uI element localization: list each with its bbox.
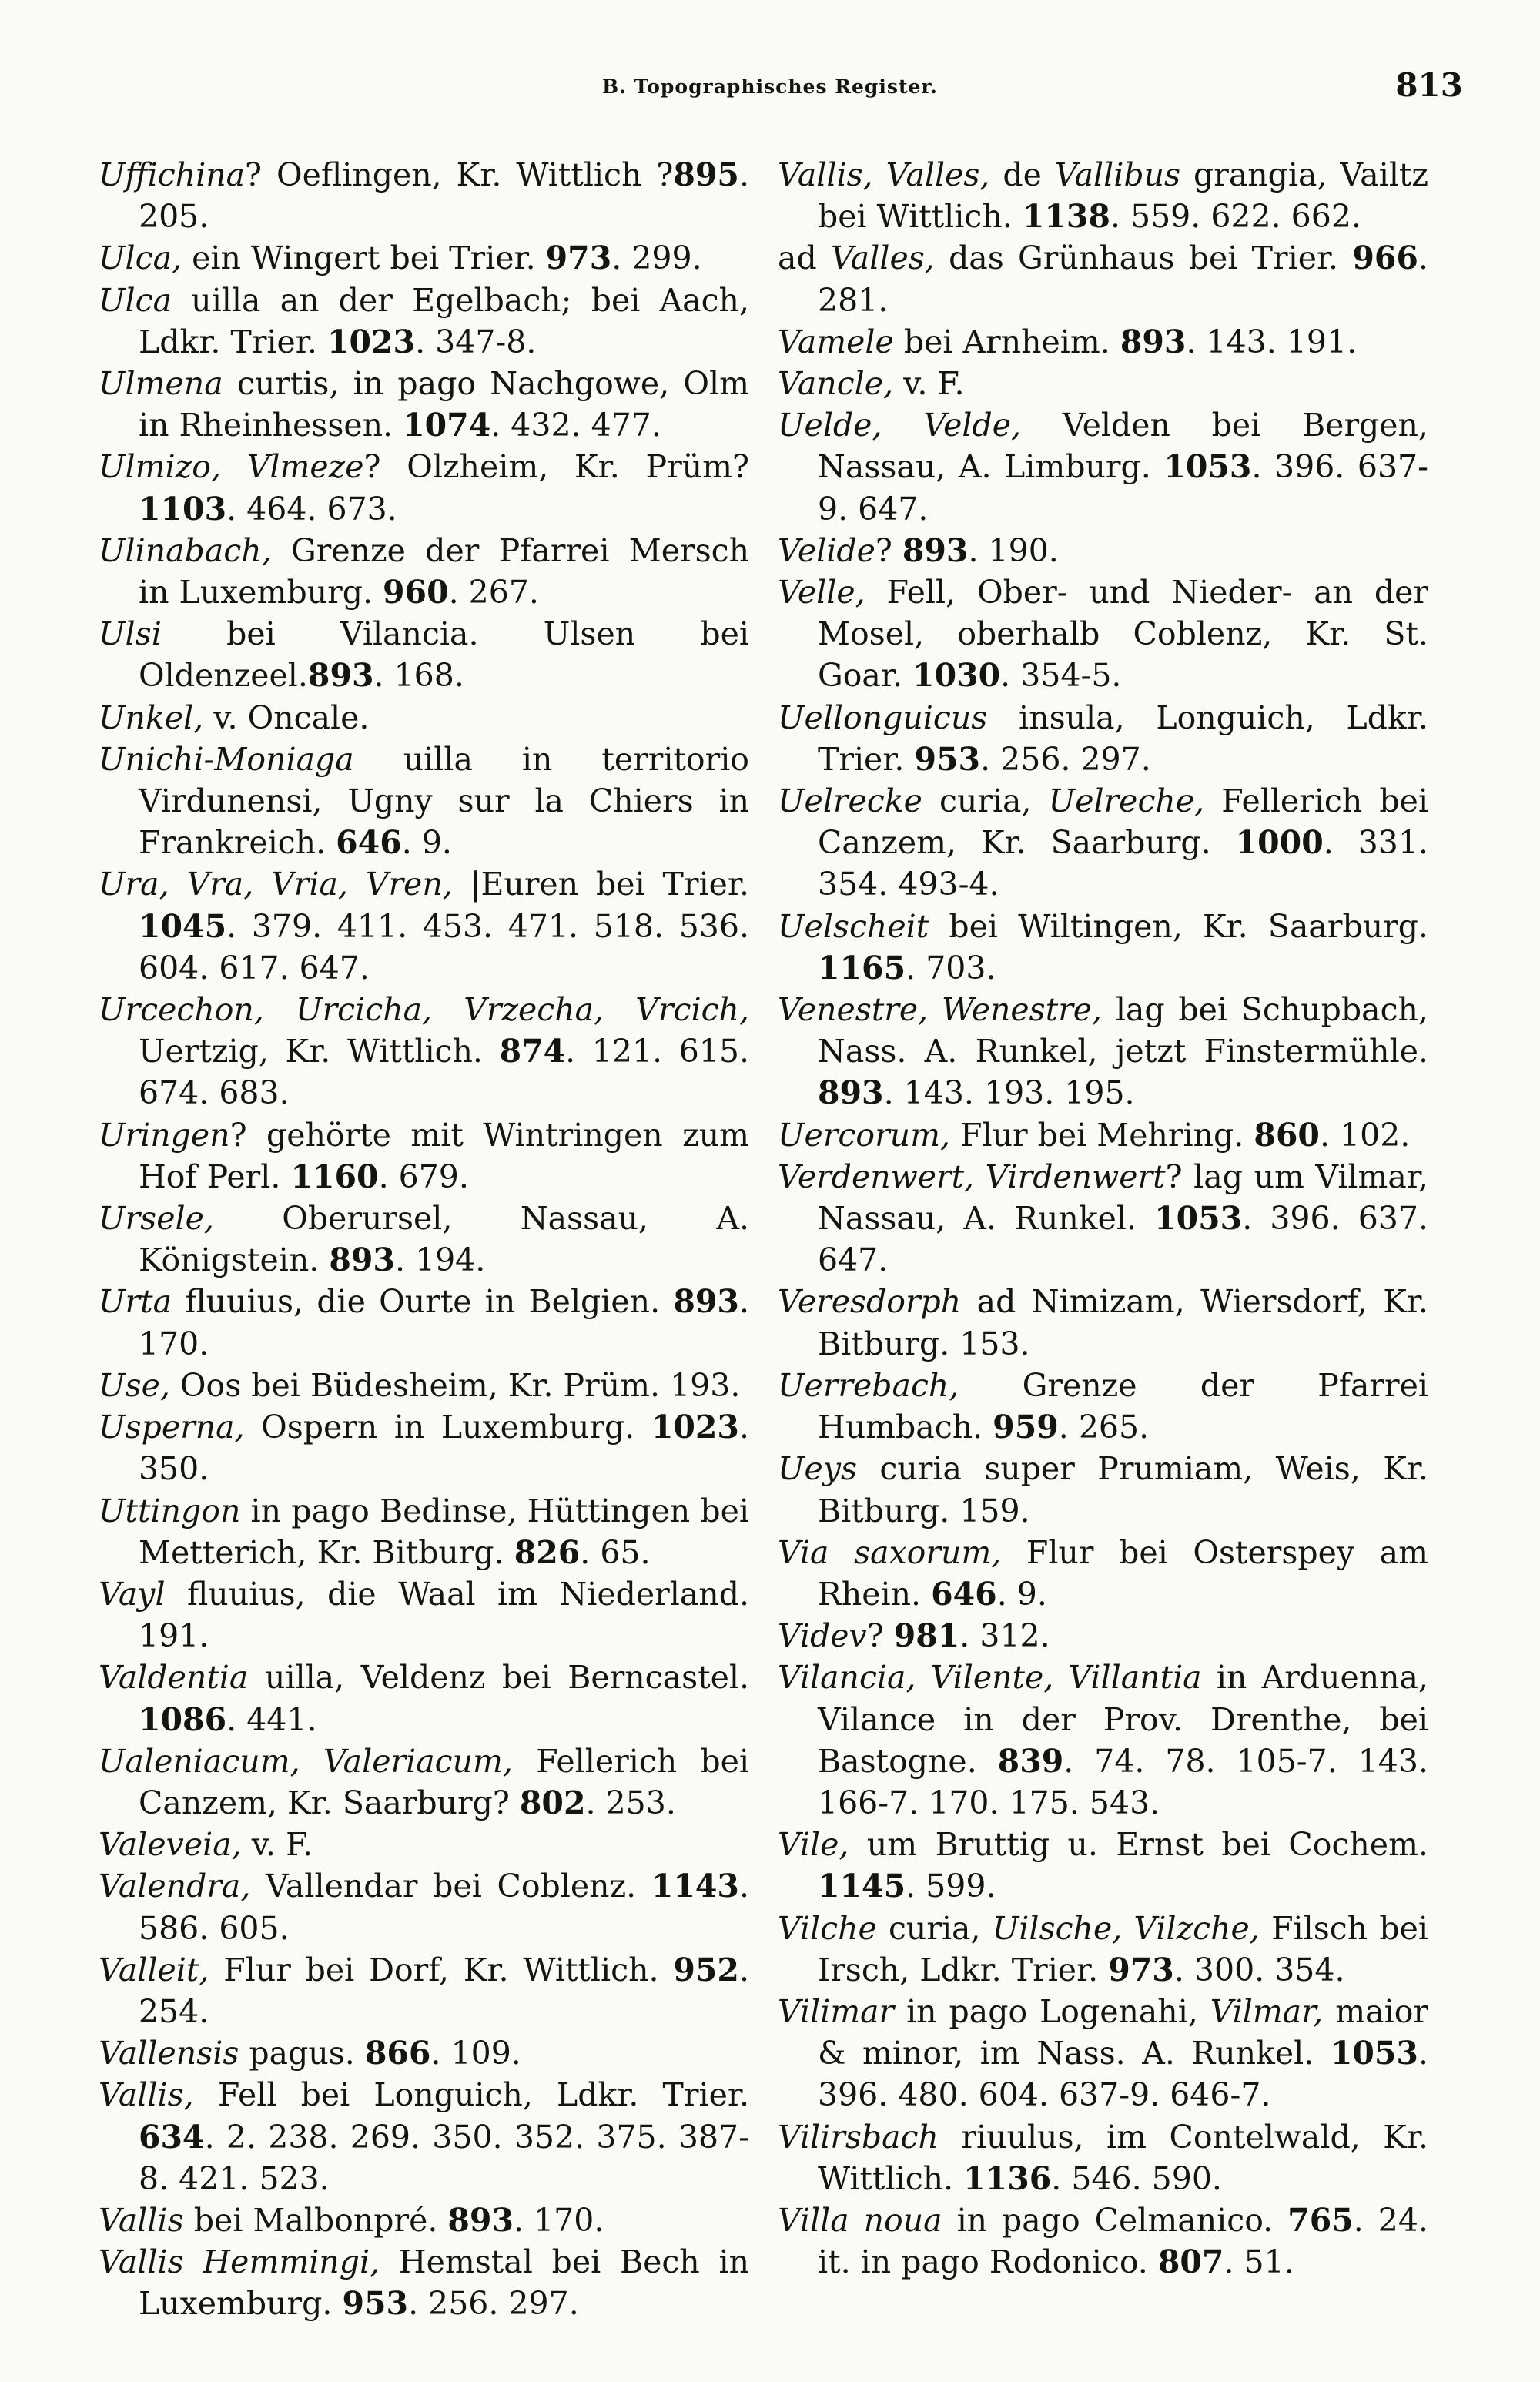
entry-document-number: 959 bbox=[993, 1409, 1059, 1446]
entry-headword: Verdenwert, Virdenwert bbox=[778, 1157, 1166, 1195]
register-entry bbox=[778, 1908, 1428, 1991]
entry-headword: Vile, bbox=[778, 1826, 849, 1864]
register-entry bbox=[99, 1865, 749, 1948]
entry-text: Ospern in Luxemburg. bbox=[244, 1409, 651, 1446]
entry-text: uilla in territorio Virdunensi, Ugny sur la Chiers in Frankreich. bbox=[139, 740, 749, 862]
entry-document-number: 1074 bbox=[403, 407, 491, 444]
entry-page-refs: . 121. 615. 674. 683. bbox=[139, 1033, 749, 1112]
entry-page-refs: . 256. 297. bbox=[408, 2285, 579, 2323]
entry-document-number: 1160 bbox=[290, 1157, 379, 1195]
entry-headword-variant: Uilsche, Vilzche, bbox=[992, 1909, 1260, 1947]
entry-page-refs: . 464. 673. bbox=[226, 490, 397, 528]
register-entry bbox=[778, 363, 1428, 404]
entry-document-number: 973 bbox=[1108, 1951, 1174, 1988]
entry-headword: Uellonguicus bbox=[778, 699, 988, 736]
entry-document-number: 1053 bbox=[1163, 448, 1252, 486]
entry-page-refs: . 256. 297. bbox=[980, 740, 1151, 778]
entry-text: v. F. bbox=[893, 365, 965, 403]
entry-document-number: 1143 bbox=[651, 1868, 739, 1905]
entry-page-refs: . 281. bbox=[818, 240, 1428, 319]
entry-page-refs: . 441. bbox=[226, 1700, 317, 1738]
entry-page-refs: . 679. bbox=[378, 1157, 469, 1195]
register-entry bbox=[99, 2199, 749, 2241]
entry-document-number: 802 bbox=[519, 1784, 586, 1821]
entry-text: Fellerich bei Canzem, Kr. Saarburg? bbox=[139, 1742, 749, 1821]
entry-text: curia, bbox=[922, 782, 1049, 820]
register-entry bbox=[99, 237, 749, 279]
entry-text: Hemstal bei Bech in Luxemburg. bbox=[139, 2243, 749, 2323]
entry-page-refs: . 51. bbox=[1224, 2243, 1294, 2281]
entry-headword: Vilche bbox=[778, 1909, 877, 1947]
entry-page-refs: . 168. bbox=[373, 657, 464, 695]
entry-document-number: 895 bbox=[673, 156, 739, 193]
entry-text: ? gehörte mit Wintringen zum Hof Perl. bbox=[139, 1116, 749, 1195]
entry-page-refs: . 586. 605. bbox=[139, 1868, 749, 1947]
entry-document-number: 960 bbox=[383, 574, 449, 611]
register-entry bbox=[778, 1114, 1428, 1156]
entry-page-refs: . 170. bbox=[139, 1283, 749, 1362]
entry-text: Fell, Ober- und Nieder- an der Mosel, oberhalb Coblenz, Kr. St. Goar. bbox=[818, 574, 1428, 695]
entry-page-refs: . 599. bbox=[906, 1868, 996, 1905]
entry-text: das Grünhaus bei Trier. bbox=[934, 240, 1353, 277]
entry-headword: Ualeniacum, Valeriacum, bbox=[99, 1742, 513, 1780]
entry-headword: Uttingon bbox=[99, 1492, 241, 1529]
entry-document-number: 893 bbox=[818, 1074, 884, 1112]
register-entry bbox=[99, 1281, 749, 1364]
entry-text: curia super Prumiam, Weis, Kr. Bitburg. 159. bbox=[818, 1450, 1428, 1529]
register-entry bbox=[778, 1448, 1428, 1531]
entry-text: ad bbox=[778, 240, 831, 277]
entry-page-refs: . 331. 354. 493-4. bbox=[818, 824, 1428, 903]
register-entry bbox=[778, 1615, 1428, 1657]
entry-document-number: 634 bbox=[139, 2118, 205, 2156]
entry-text: Fellerich bei Canzem, Kr. Saarburg. bbox=[818, 782, 1428, 862]
entry-headword: Valdentia bbox=[99, 1659, 249, 1697]
entry-page-refs: . 396. 637-9. 647. bbox=[818, 448, 1428, 528]
entry-document-number: 1000 bbox=[1235, 824, 1324, 862]
entry-document-number: 1023 bbox=[326, 323, 416, 360]
entry-text: Velden bei Bergen, Nassau, A. Limburg. bbox=[818, 407, 1428, 486]
entry-headword: Ursele, bbox=[99, 1200, 214, 1238]
entry-text: grangia, Vailtz bei Wittlich. bbox=[818, 156, 1429, 236]
register-entry bbox=[778, 1365, 1428, 1448]
entry-document-number: 1138 bbox=[1022, 198, 1110, 236]
entry-page-refs: . 312. bbox=[959, 1617, 1050, 1655]
entry-page-refs: . 143. 191. bbox=[1186, 323, 1358, 360]
running-title: B. Topographisches Register. bbox=[601, 75, 939, 98]
entry-text: Uertzig, Kr. Wittlich. bbox=[139, 1033, 500, 1070]
entry-text: in pago Bedinse, Hüttingen bei Metterich, Kr. Bitburg. bbox=[139, 1492, 749, 1571]
entry-headword-variant: Uelreche, bbox=[1048, 782, 1205, 820]
entry-document-number: 874 bbox=[499, 1033, 566, 1070]
register-entry bbox=[778, 571, 1428, 697]
entry-headword: Vallis, Valles, bbox=[778, 156, 990, 193]
entry-headword: Vilancia, Vilente, Villantia bbox=[778, 1659, 1202, 1697]
entry-headword: Via saxorum, bbox=[778, 1533, 1002, 1571]
entry-document-number: 893 bbox=[329, 1241, 395, 1279]
entry-headword: Vayl bbox=[99, 1575, 166, 1613]
entry-document-number: 1145 bbox=[818, 1868, 906, 1905]
entry-text: ? bbox=[875, 531, 902, 569]
entry-text: Grenze der Pfarrei Mersch in Luxemburg. bbox=[139, 531, 749, 611]
entry-document-number: 893 bbox=[447, 2201, 514, 2239]
entry-headword: Vallis, bbox=[99, 2076, 194, 2114]
entry-text: bei Vilancia. Ulsen bei Oldenzeel. bbox=[139, 615, 749, 695]
register-entry bbox=[99, 2241, 749, 2324]
entry-page-refs: . 347-8. bbox=[415, 323, 537, 360]
entry-text: fluuius, die Waal im Niederland. 191. bbox=[139, 1575, 749, 1655]
entry-document-number: 826 bbox=[514, 1533, 581, 1571]
entry-page-refs: . 396. 637. 647. bbox=[818, 1200, 1428, 1279]
entry-document-number: 953 bbox=[914, 740, 981, 778]
entry-headword: Velle, bbox=[778, 574, 865, 611]
entry-text: riuulus, im Contelwald, Kr. Wittlich. bbox=[818, 2118, 1428, 2197]
entry-page-refs: . 9. bbox=[996, 1575, 1047, 1613]
entry-text: in pago Celmanico. bbox=[942, 2201, 1288, 2239]
entry-document-number: 1053 bbox=[1330, 2035, 1418, 2072]
register-entry bbox=[778, 321, 1428, 363]
entry-headword: Urta bbox=[99, 1283, 172, 1321]
entry-document-number: 1165 bbox=[818, 949, 906, 987]
entry-document-number: 952 bbox=[673, 1951, 739, 1988]
entry-headword: Vancle, bbox=[778, 365, 894, 403]
entry-text: um Bruttig u. Ernst bei Cochem. bbox=[849, 1826, 1428, 1864]
entry-document-number: 1086 bbox=[139, 1700, 227, 1738]
register-entry bbox=[99, 613, 749, 696]
entry-headword-variant: Vallibus bbox=[1054, 156, 1181, 193]
entry-page-refs: . 194. bbox=[394, 1241, 486, 1279]
entry-text: insula, Longuich, Ldkr. Trier. bbox=[818, 699, 1428, 778]
register-entry bbox=[99, 1824, 749, 1865]
entry-text: de bbox=[989, 156, 1055, 193]
entry-document-number: 1053 bbox=[1154, 1200, 1243, 1238]
entry-text: Oos bei Büdesheim, Kr. Prüm. 193. bbox=[169, 1366, 741, 1404]
entry-text: in pago Logenahi, bbox=[894, 1992, 1210, 2030]
register-entry bbox=[778, 780, 1428, 906]
entry-headword: Vamele bbox=[778, 323, 894, 360]
entry-text: uilla, Veldenz bei Berncastel. bbox=[248, 1659, 749, 1697]
entry-headword: Valleit, bbox=[99, 1951, 209, 1988]
entry-headword: Videv bbox=[778, 1617, 867, 1655]
entry-document-number: 981 bbox=[893, 1617, 960, 1655]
entry-headword: Ura, Vra, Vria, Vren, bbox=[99, 866, 453, 903]
entry-text: ad Nimizam, Wiersdorf, Kr. Bitburg. 153. bbox=[818, 1283, 1428, 1362]
register-entry bbox=[778, 2116, 1428, 2199]
entry-headword: Valendra, bbox=[99, 1868, 251, 1905]
entry-headword: Unkel, bbox=[99, 699, 204, 736]
entry-headword: Urcechon, Urcicha, Vrzecha, Vrcich, bbox=[99, 991, 749, 1029]
register-entry bbox=[99, 1740, 749, 1824]
entry-headword: Velide bbox=[778, 531, 875, 569]
entry-page-refs: . 190. bbox=[968, 531, 1059, 569]
entry-headword: Ulmizo, Vlmeze bbox=[99, 448, 364, 486]
entry-text: ? Olzheim, Kr. Prüm? bbox=[363, 448, 749, 486]
entry-text: |Euren bei Trier. bbox=[452, 866, 749, 903]
register-entry bbox=[778, 1991, 1428, 2116]
entry-page-refs: . 703. bbox=[906, 949, 996, 987]
entry-headword: Vilirsbach bbox=[778, 2118, 939, 2156]
entry-document-number: 1136 bbox=[963, 2159, 1052, 2197]
entry-text: Flur bei Osterspey am Rhein. bbox=[818, 1533, 1428, 1613]
register-entry bbox=[778, 154, 1428, 237]
register-entry bbox=[778, 2199, 1428, 2283]
entry-headword: Uercorum, bbox=[778, 1116, 950, 1154]
entry-page-refs: . 170. bbox=[514, 2201, 604, 2239]
register-entry bbox=[99, 530, 749, 613]
register-entry bbox=[778, 1532, 1428, 1615]
entry-page-refs: . 299. bbox=[611, 240, 702, 277]
entry-page-refs: . 102. bbox=[1319, 1116, 1411, 1154]
entry-document-number: 893 bbox=[307, 657, 374, 695]
entry-text: Filsch bei Irsch, Ldkr. Trier. bbox=[818, 1909, 1428, 1988]
entry-headword: Villa noua bbox=[778, 2201, 942, 2239]
entry-document-number: 973 bbox=[545, 240, 612, 277]
entry-headword: Use, bbox=[99, 1366, 170, 1404]
entry-page-refs: . 74. 78. 105-7. 143. 166-7. 170. 175. 543. bbox=[818, 1742, 1428, 1821]
entry-headword: Ulca, bbox=[99, 240, 182, 277]
entry-text: Grenze der Pfarrei Humbach. bbox=[818, 1366, 1428, 1446]
entry-page-refs: . 253. bbox=[585, 1784, 676, 1821]
entry-page-refs: . 65. bbox=[580, 1533, 651, 1571]
register-entry bbox=[99, 697, 749, 739]
entry-document-number: 765 bbox=[1287, 2201, 1354, 2239]
entry-document-number: 646 bbox=[931, 1575, 997, 1613]
entry-headword-variant: Valles, bbox=[830, 240, 935, 277]
entry-page-refs: . 2. 238. 269. 350. 352. 375. 387-8. 421. 523. bbox=[139, 2118, 749, 2197]
register-entry bbox=[778, 1824, 1428, 1907]
entry-text: Flur bei Mehring. bbox=[949, 1116, 1254, 1154]
register-entry bbox=[99, 1114, 749, 1198]
entry-text: bei Malbonpré. bbox=[183, 2201, 448, 2239]
register-entry bbox=[778, 530, 1428, 571]
entry-headword: Ulinabach, bbox=[99, 531, 272, 569]
entry-headword: Valeveia, bbox=[99, 1826, 242, 1864]
entry-text: ein Wingert bei Trier. bbox=[182, 240, 546, 277]
entry-document-number: 866 bbox=[364, 2035, 431, 2072]
entry-document-number: 893 bbox=[902, 531, 969, 569]
entry-document-number: 893 bbox=[1120, 323, 1187, 360]
entry-headword: Uffichina bbox=[99, 156, 246, 193]
entry-page-refs: . 254. bbox=[139, 1951, 749, 2030]
entry-page-refs: . 265. bbox=[1058, 1409, 1150, 1446]
entry-document-number: 1103 bbox=[139, 490, 227, 528]
right-column bbox=[778, 154, 1428, 2283]
entry-page-refs: . 559. 622. 662. bbox=[1110, 198, 1361, 236]
register-entry bbox=[778, 1281, 1428, 1364]
entry-headword: Ueys bbox=[778, 1450, 858, 1488]
entry-page-refs: . 24. it. in pago Rodonico. bbox=[818, 2201, 1428, 2281]
entry-text: lag bei Schupbach, Nass. A. Runkel, jetzt Finstermühle. bbox=[818, 991, 1428, 1070]
entry-page-refs: . 205. bbox=[139, 156, 749, 236]
entry-text: curtis, in pago Nachgowe, Olm in Rheinhessen. bbox=[139, 365, 749, 444]
register-entry bbox=[778, 989, 1428, 1114]
register-entry bbox=[99, 1490, 749, 1573]
register-entry bbox=[99, 280, 749, 363]
entry-headword: Uringen bbox=[99, 1116, 230, 1154]
entry-headword-variant: Vilmar, bbox=[1210, 1992, 1324, 2030]
register-entry bbox=[99, 989, 749, 1114]
entry-document-number: 839 bbox=[997, 1742, 1064, 1780]
entry-text: maior & minor, im Nass. A. Runkel. bbox=[818, 1992, 1428, 2072]
entry-document-number: 646 bbox=[336, 824, 402, 862]
entry-document-number: 860 bbox=[1254, 1116, 1320, 1154]
register-entry bbox=[99, 2032, 749, 2074]
entry-text: Fell bei Longuich, Ldkr. Trier. bbox=[193, 2076, 749, 2114]
entry-text: in Arduenna, Vilance in der Prov. Drenthe, bei Bastogne. bbox=[818, 1659, 1428, 1780]
entry-text: ? Oeflingen, Kr. Wittlich ? bbox=[245, 156, 674, 193]
entry-page-refs: . 379. 411. 453. 471. 518. 536. 604. 617. 647. bbox=[139, 907, 749, 987]
entry-text: fluuius, die Ourte in Belgien. bbox=[172, 1283, 674, 1321]
entry-page-refs: . 546. 590. bbox=[1051, 2159, 1222, 2197]
register-entry bbox=[778, 697, 1428, 780]
entry-page-refs: . 143. 193. 195. bbox=[883, 1074, 1135, 1112]
entry-page-refs: . 109. bbox=[430, 2035, 521, 2072]
register-entry bbox=[99, 1949, 749, 2032]
entry-headword: Vallis Hemmingi, bbox=[99, 2243, 380, 2281]
entry-text: ? bbox=[866, 1617, 894, 1655]
entry-headword: Ulmena bbox=[99, 365, 223, 403]
entry-page-refs: . 267. bbox=[448, 574, 539, 611]
entry-text: bei Wiltingen, Kr. Saarburg. bbox=[929, 907, 1428, 945]
entry-text: bei Arnheim. bbox=[893, 323, 1120, 360]
entry-headword: Veresdorph bbox=[778, 1283, 962, 1321]
register-entry bbox=[778, 1156, 1428, 1281]
register-entry bbox=[778, 404, 1428, 530]
register-entry bbox=[99, 1365, 749, 1406]
register-entry bbox=[99, 1406, 749, 1489]
entry-text: Vallendar bei Coblenz. bbox=[250, 1868, 651, 1905]
page-number: 813 bbox=[1395, 66, 1463, 104]
entry-headword: Ulsi bbox=[99, 615, 162, 653]
register-entry bbox=[99, 739, 749, 864]
entry-text: ? lag um Vilmar, Nassau, A. Runkel. bbox=[818, 1157, 1428, 1238]
entry-headword: Vallis bbox=[99, 2201, 184, 2239]
register-entry bbox=[99, 2074, 749, 2199]
entry-headword: Uelrecke bbox=[778, 782, 922, 820]
left-column bbox=[99, 154, 749, 2325]
entry-text: curia, bbox=[876, 1909, 993, 1947]
entry-text: v. Oncale. bbox=[203, 699, 370, 736]
entry-document-number: 966 bbox=[1352, 240, 1418, 277]
running-head bbox=[0, 65, 1540, 111]
entry-headword: Ulca bbox=[99, 281, 172, 319]
register-entry bbox=[99, 363, 749, 446]
entry-page-refs: . 300. 354. bbox=[1173, 1951, 1345, 1988]
register-entry bbox=[778, 237, 1428, 320]
register-entry bbox=[778, 1657, 1428, 1824]
entry-page-refs: . 354-5. bbox=[1000, 657, 1122, 695]
entry-page-refs: . 396. 480. 604. 637-9. 646-7. bbox=[818, 2035, 1428, 2114]
register-entry bbox=[99, 1198, 749, 1281]
entry-document-number: 1023 bbox=[651, 1409, 739, 1446]
entry-text: pagus. bbox=[239, 2035, 365, 2072]
entry-headword: Vilimar bbox=[778, 1992, 895, 2030]
entry-headword: Uelde, Velde, bbox=[778, 407, 1021, 444]
entry-headword: Uelscheit bbox=[778, 907, 929, 945]
entry-text: v. F. bbox=[241, 1826, 313, 1864]
entry-headword: Unichi-Moniaga bbox=[99, 740, 354, 778]
entry-page-refs: . 350. bbox=[139, 1409, 749, 1488]
register-entry bbox=[99, 1573, 749, 1657]
entry-headword: Venestre, Wenestre, bbox=[778, 991, 1103, 1029]
entry-text: Oberursel, Nassau, A. Königstein. bbox=[139, 1200, 749, 1279]
entry-document-number: 807 bbox=[1157, 2243, 1224, 2281]
entry-page-refs: . 432. 477. bbox=[490, 407, 661, 444]
entry-document-number: 1045 bbox=[139, 907, 227, 945]
register-entry bbox=[99, 1657, 749, 1740]
entry-headword: Usperna, bbox=[99, 1409, 245, 1446]
entry-headword: Vallensis bbox=[99, 2035, 239, 2072]
register-entry bbox=[99, 446, 749, 529]
entry-headword: Uerrebach, bbox=[778, 1366, 959, 1404]
entry-document-number: 1030 bbox=[912, 657, 1001, 695]
register-entry bbox=[778, 906, 1428, 989]
entry-document-number: 893 bbox=[673, 1283, 739, 1321]
entry-page-refs: . 9. bbox=[401, 824, 452, 862]
register-entry bbox=[99, 863, 749, 989]
register-entry bbox=[99, 154, 749, 237]
entry-document-number: 953 bbox=[342, 2285, 409, 2323]
entry-text: Flur bei Dorf, Kr. Wittlich. bbox=[209, 1951, 674, 1988]
entry-text: uilla an der Egelbach; bei Aach, Ldkr. Trier. bbox=[139, 281, 749, 360]
